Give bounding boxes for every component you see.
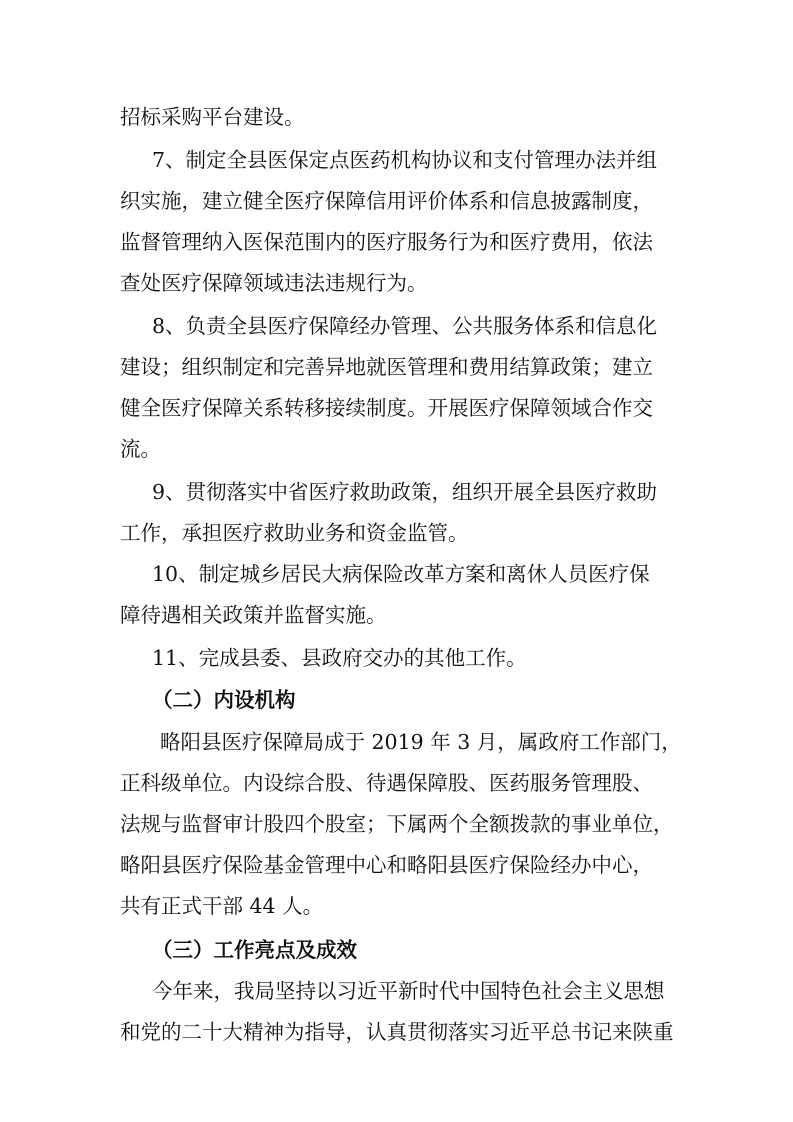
text-line: 11、完成县委、县政府交办的其他工作。 [152, 646, 527, 670]
text-line: 工作，承担医疗救助业务和资金监管。 [120, 521, 469, 545]
text-line: 流。 [120, 437, 161, 461]
text-line: 略阳县医疗保障局成于 2019 年 3 月，属政府工作部门， [160, 730, 682, 754]
text-line: 共有正式干部 44 人。 [120, 894, 324, 918]
text-line: 10、制定城乡居民大病保险改革方案和离休人员医疗保 [152, 562, 650, 586]
text-line: 9、贯彻落实中省医疗救助政策，组织开展全县医疗救助 [152, 480, 658, 504]
text-line: 查处医疗保障领域违法违规行为。 [120, 271, 428, 295]
text-line: 正科级单位。内设综合股、待遇保障股、医药服务管理股、 [120, 771, 653, 795]
text-line: 法规与监督审计股四个股室；下属两个全额拨款的事业单位， [120, 812, 674, 836]
section-heading: （二）内设机构 [152, 688, 296, 712]
text-line: 招标采购平台建设。 [120, 105, 305, 129]
text-line: 和党的二十大精神为指导，认真贯彻落实习近平总书记来陕重 [120, 1020, 674, 1044]
text-line: 织实施，建立健全医疗保障信用评价体系和信息披露制度， [120, 189, 653, 213]
text-line: 障待遇相关政策并监督实施。 [120, 603, 387, 627]
text-line: 略阳县医疗保险基金管理中心和略阳县医疗保险经办中心， [120, 853, 653, 877]
text-line: 8、负责全县医疗保障经办管理、公共服务体系和信息化 [152, 314, 658, 338]
text-line: 监督管理纳入医保范围内的医疗服务行为和医疗费用，依法 [120, 230, 653, 254]
text-line: 建设；组织制定和完善异地就医管理和费用结算政策；建立 [120, 355, 653, 379]
text-line: 7、制定全县医保定点医药机构协议和支付管理办法并组 [152, 148, 658, 172]
text-line: 健全医疗保障关系转移接续制度。开展医疗保障领域合作交 [120, 396, 653, 420]
section-heading: （三）工作亮点及成效 [152, 938, 357, 962]
text-line: 今年来，我局坚持以习近平新时代中国特色社会主义思想 [152, 979, 665, 1003]
